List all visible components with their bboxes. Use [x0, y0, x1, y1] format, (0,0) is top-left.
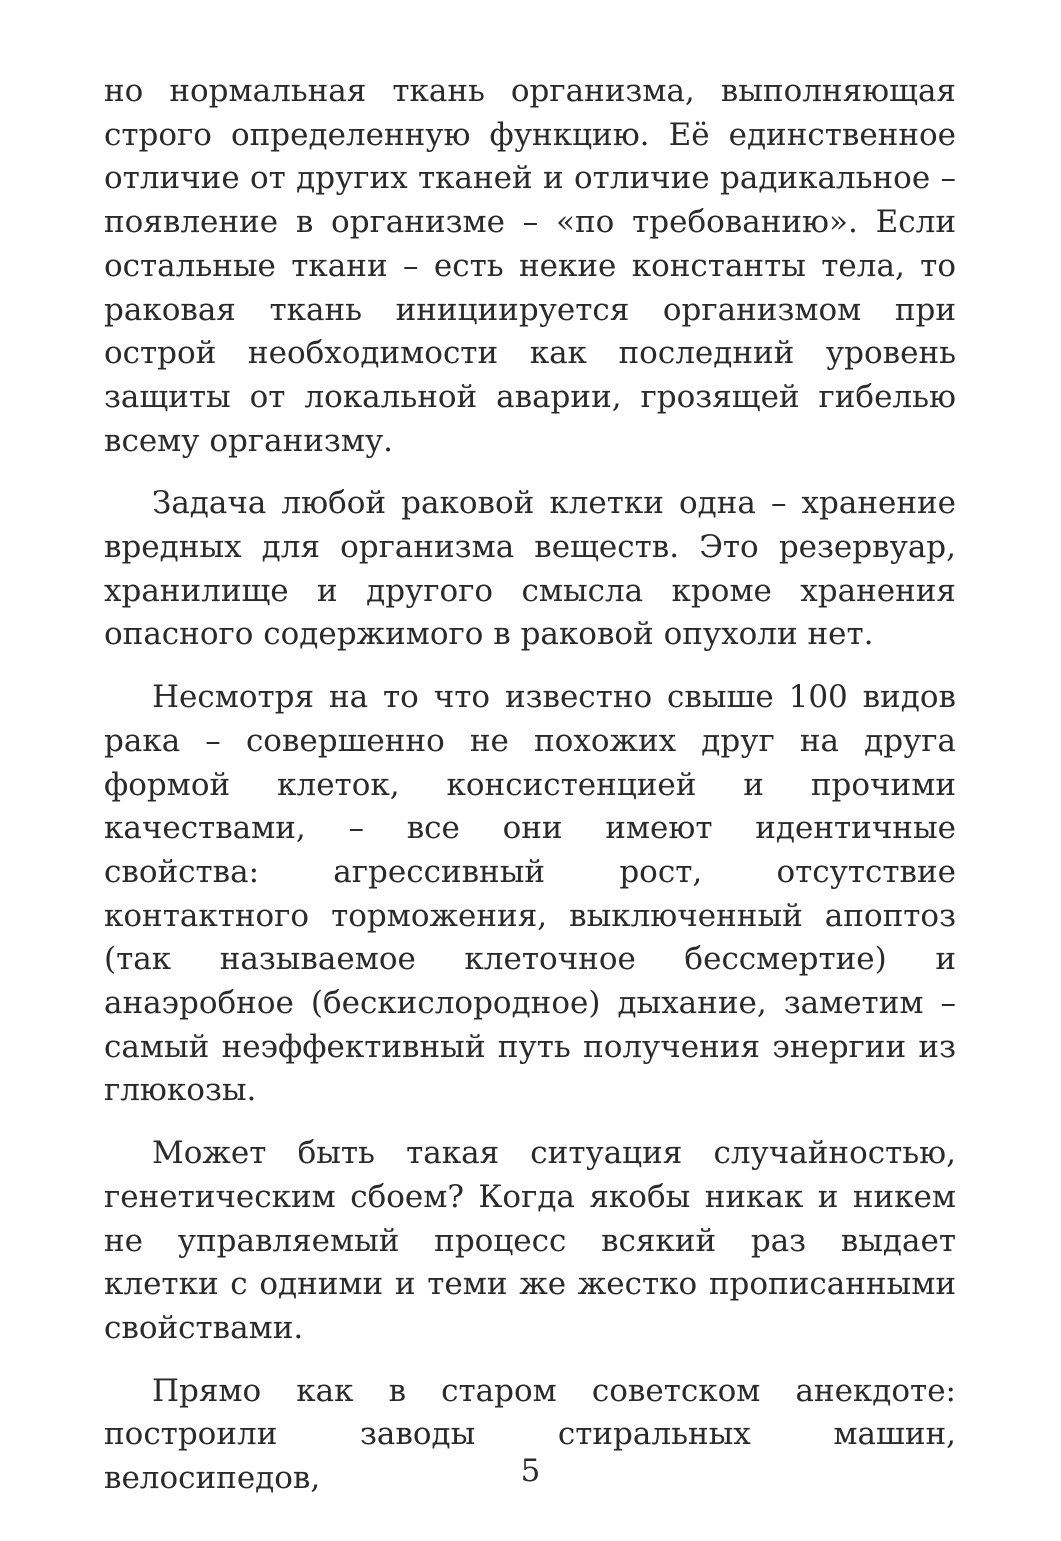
- paragraph-1: но нормальная ткань организма, выполняющая строго определенную функцию. Её единственное отличие от других тканей и отличие радикальное – появление в организме – «по требованию». Если остальные ткани – есть некие константы тела, то раковая ткань инициируется организмом при острой необходимости как последний уровень защиты от локальной аварии, грозящей гибелью всему организму.: [104, 73, 956, 459]
- paragraph-5: Прямо как в старом советском анекдоте: построили заводы стиральных машин, велосипедов,: [104, 1372, 956, 1497]
- paragraph-3: Несмотря на то что известно свыше 100 видов рака – совершенно не похожих друг на друга формой клеток, консистенцией и прочими качествами, – все они имеют идентичные свойства: агрессивный рост, отсутствие контактного торможения, выключенный апоптоз (так называемое клеточное бессмертие) и анаэробное (бескислородное) дыхание, заметим – самый неэффективный путь получения энергии из глюкозы.: [104, 679, 956, 1109]
- page-body: [104, 70, 956, 1520]
- paragraph-4: Может быть такая ситуация случайностью, генетическим сбоем? Когда якобы никак и никем не управляемый процесс всякий раз выдает клетки с одними и теми же жестко прописанными свойствами.: [104, 1135, 956, 1346]
- page-number: 5: [520, 1453, 541, 1489]
- paragraph-2: Задача любой раковой клетки одна – хранение вредных для организма веществ. Это резервуар, хранилище и другого смысла кроме хранения опасного содержимого в раковой опухоли нет.: [104, 485, 956, 653]
